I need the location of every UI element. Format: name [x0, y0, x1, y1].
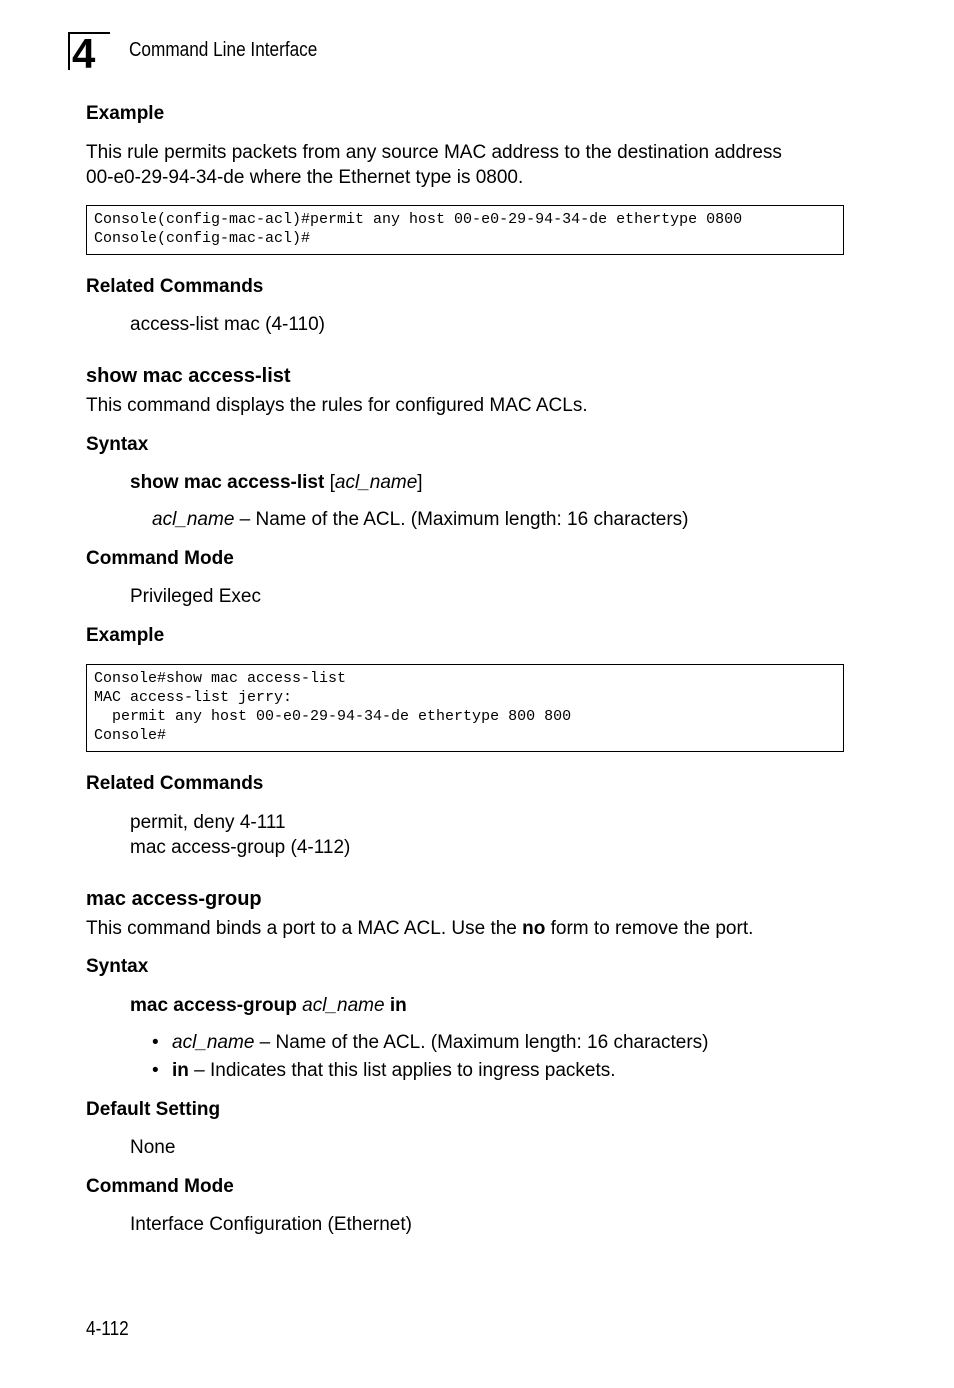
- running-header-title: Command Line Interface: [129, 39, 318, 61]
- command-title: show mac access-list: [86, 365, 291, 387]
- parameter-bullet: [152, 1058, 616, 1083]
- command-description: [86, 916, 753, 941]
- code-block: [86, 205, 844, 255]
- example-text-line2: 00-e0-29-94-34-de where the Ethernet type is 0800.: [86, 167, 524, 188]
- parameter-name: acl_name: [172, 1032, 255, 1053]
- syntax-command: show mac access-list: [130, 472, 325, 493]
- bullet-glyph: •: [152, 1032, 159, 1053]
- description-text: form to remove the port.: [545, 918, 754, 939]
- syntax-heading: Syntax: [86, 956, 149, 977]
- syntax-line: [130, 993, 407, 1018]
- syntax-bracket-open: [: [324, 472, 335, 493]
- parameter-name: in: [172, 1060, 189, 1081]
- syntax-parameter: acl_name: [302, 995, 385, 1016]
- description-keyword: no: [522, 918, 546, 939]
- related-command-item: access-list mac (4-110): [130, 314, 325, 335]
- page-number: 4-112: [86, 1318, 129, 1340]
- syntax-parameter: acl_name: [334, 472, 418, 493]
- syntax-command: mac access-group: [130, 995, 297, 1016]
- code-line: Console#show mac access-list: [94, 670, 347, 687]
- syntax-line: [130, 470, 423, 495]
- related-commands-heading: Related Commands: [86, 276, 264, 297]
- bullet-glyph: •: [152, 1060, 159, 1081]
- command-mode-value: Privileged Exec: [130, 586, 261, 607]
- parameter-description: [152, 507, 688, 532]
- related-commands-heading: Related Commands: [86, 773, 264, 794]
- parameter-bullet: [152, 1030, 708, 1055]
- command-mode-heading: Command Mode: [86, 548, 234, 569]
- default-setting-heading: Default Setting: [86, 1099, 221, 1120]
- command-title: mac access-group: [86, 888, 262, 910]
- example-text-line1: This rule permits packets from any source MAC address to the destination address: [86, 142, 782, 163]
- command-description: This command displays the rules for configured MAC ACLs.: [86, 395, 588, 416]
- example-heading: Example: [86, 625, 165, 646]
- syntax-heading: Syntax: [86, 434, 149, 455]
- description-text: This command binds a port to a MAC ACL. Use the: [86, 918, 523, 939]
- code-line: permit any host 00-e0-29-94-34-de ethertype 800 800: [94, 708, 572, 725]
- syntax-bracket-close: ]: [417, 472, 423, 493]
- related-command-item: mac access-group (4-112): [130, 837, 351, 858]
- chapter-number: 4: [68, 32, 110, 70]
- syntax-keyword: in: [389, 995, 407, 1016]
- command-mode-value: Interface Configuration (Ethernet): [130, 1214, 412, 1235]
- code-block: [86, 664, 844, 752]
- code-line: Console(config-mac-acl)#permit any host 00-e0-29-94-34-de ethertype 0800: [94, 211, 743, 228]
- code-line: Console#: [94, 727, 167, 744]
- parameter-name: acl_name: [152, 509, 235, 530]
- related-command-item: permit, deny 4-111: [130, 812, 286, 833]
- code-line: Console(config-mac-acl)#: [94, 230, 311, 247]
- parameter-text: – Name of the ACL. (Maximum length: 16 characters): [254, 1032, 709, 1053]
- example-heading: Example: [86, 103, 165, 124]
- parameter-text: – Name of the ACL. (Maximum length: 16 characters): [234, 509, 689, 530]
- default-setting-value: None: [130, 1137, 176, 1158]
- code-line: MAC access-list jerry:: [94, 689, 293, 706]
- command-mode-heading: Command Mode: [86, 1176, 234, 1197]
- parameter-text: – Indicates that this list applies to ingress packets.: [188, 1060, 616, 1081]
